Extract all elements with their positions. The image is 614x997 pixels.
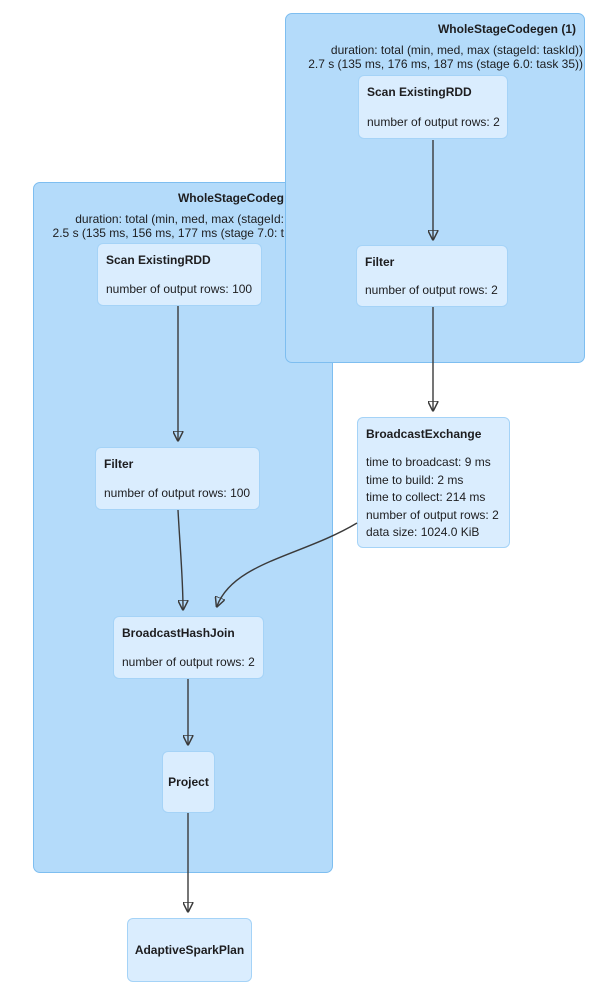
cluster-duration (53, 212, 284, 240)
node-filter-1[interactable] (356, 245, 508, 307)
node-title: Filter (104, 457, 134, 471)
node-broadcast-exchange[interactable] (357, 417, 510, 548)
cluster-title: WholeStageCodegen (1) (437, 22, 576, 36)
node-broadcast-hash-join[interactable] (113, 616, 264, 679)
node-metric: number of output rows: 2 (122, 655, 255, 669)
node-metric: time to collect: 214 ms (366, 490, 486, 504)
duration-value: 2.5 s (135 ms, 156 ms, 177 ms (stage 7.0: t (52, 226, 284, 240)
node-title: Filter (365, 255, 395, 269)
cluster-title: WholeStageCodeg (177, 191, 284, 205)
node-metric: time to build: 2 ms (366, 472, 464, 487)
cluster-duration (308, 43, 583, 71)
duration-label: duration: total (min, med, max (stageId: (75, 212, 284, 226)
duration-label: duration: total (min, med, max (stageId: taskId)) (330, 43, 583, 57)
node-title: Scan ExistingRDD (106, 253, 211, 267)
node-title: BroadcastHashJoin (122, 626, 235, 640)
node-scan-existingrdd-1[interactable] (358, 75, 508, 139)
node-title: Project (168, 775, 209, 789)
node-title: Scan ExistingRDD (367, 85, 472, 99)
node-metric: number of output rows: 2 (367, 115, 500, 129)
node-metric: number of output rows: 2 (365, 283, 498, 297)
node-metric: number of output rows: 100 (106, 282, 253, 296)
node-metric: data size: 1024.0 KiB (366, 525, 480, 539)
node-title: BroadcastExchange (366, 427, 482, 441)
node-metric: number of output rows: 100 (104, 486, 251, 500)
duration-value: 2.7 s (135 ms, 176 ms, 187 ms (stage 6.0: task 35)) (308, 57, 583, 71)
node-metric: number of output rows: 2 (366, 507, 499, 522)
cluster-wholestagecodegen-1 (285, 13, 585, 363)
node-project[interactable] (162, 751, 215, 813)
node-adaptive-spark-plan[interactable] (127, 918, 252, 982)
node-scan-existingrdd-2[interactable] (97, 243, 262, 306)
node-title: AdaptiveSparkPlan (134, 943, 245, 957)
node-filter-2[interactable] (95, 447, 260, 510)
node-metric: time to broadcast: 9 ms (366, 455, 491, 469)
